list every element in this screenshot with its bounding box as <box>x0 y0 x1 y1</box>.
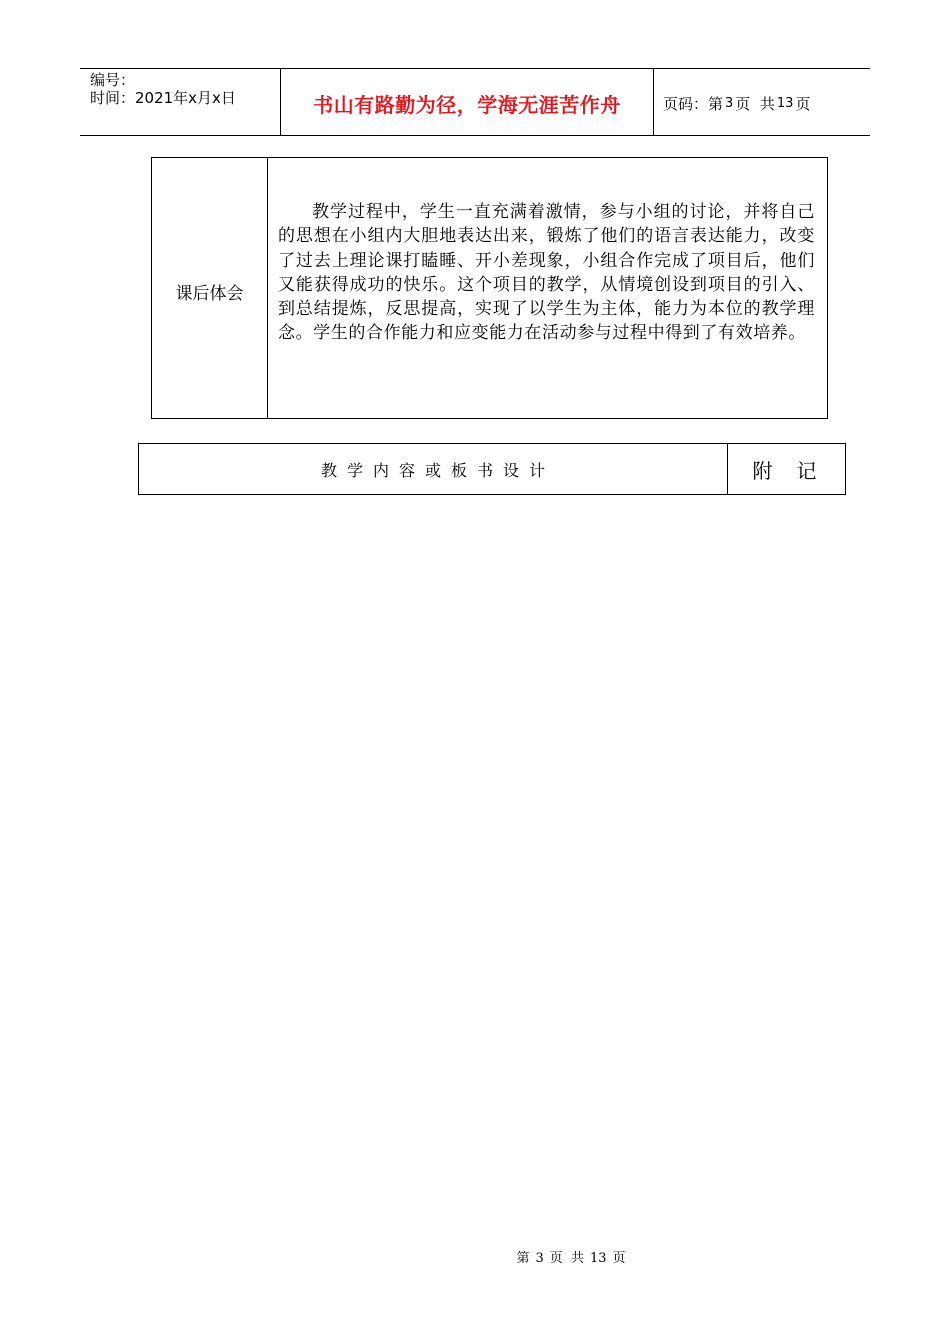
reflection-label: 课后体会 <box>152 158 268 418</box>
footer-total: 13 <box>590 1251 607 1266</box>
page-current: 3 <box>725 95 734 111</box>
footer-current: 3 <box>535 1251 544 1266</box>
header-page-indicator <box>654 69 870 135</box>
board-design-table <box>138 443 846 495</box>
footer-suffix: 页 <box>612 1251 626 1266</box>
board-note-label: 附记 <box>752 458 841 483</box>
page-mid: 页 共 <box>735 94 775 113</box>
serial-number-label: 编号： <box>90 71 136 89</box>
board-design-label: 教学内容或板书设计 <box>139 444 728 494</box>
page-header <box>80 68 870 136</box>
footer-mid: 页 共 <box>549 1251 584 1266</box>
footer-prefix: 第 <box>516 1251 530 1266</box>
header-motto: 书山有路勤为径，学海无涯苦作舟 <box>281 69 654 135</box>
page-footer <box>0 1247 950 1266</box>
footer-page-number <box>513 1247 628 1266</box>
header-meta <box>80 69 281 135</box>
page-prefix: 页码：第 <box>663 94 724 113</box>
reflection-table <box>151 157 828 419</box>
reflection-text: 教学过程中，学生一直充满着激情，参与小组的讨论，并将自己的思想在小组内大胆地表达出来，锻炼了他们的语言表达能力，改变了过去上理论课打瞌睡、开小差现象，小组合作完成了项目后，他们又能获得成功的快乐。这个项目的教学，从情境创设到项目的引入、到总结提炼，反思提高，实现了以学生为主体，能力为本位的教学理念。学生的合作能力和应变能力在活动参与过程中得到了有效培养。 <box>278 202 815 344</box>
page-total: 13 <box>776 95 794 111</box>
page-suffix: 页 <box>795 94 811 113</box>
date-label: 时间：2021年x月x日 <box>90 89 236 107</box>
